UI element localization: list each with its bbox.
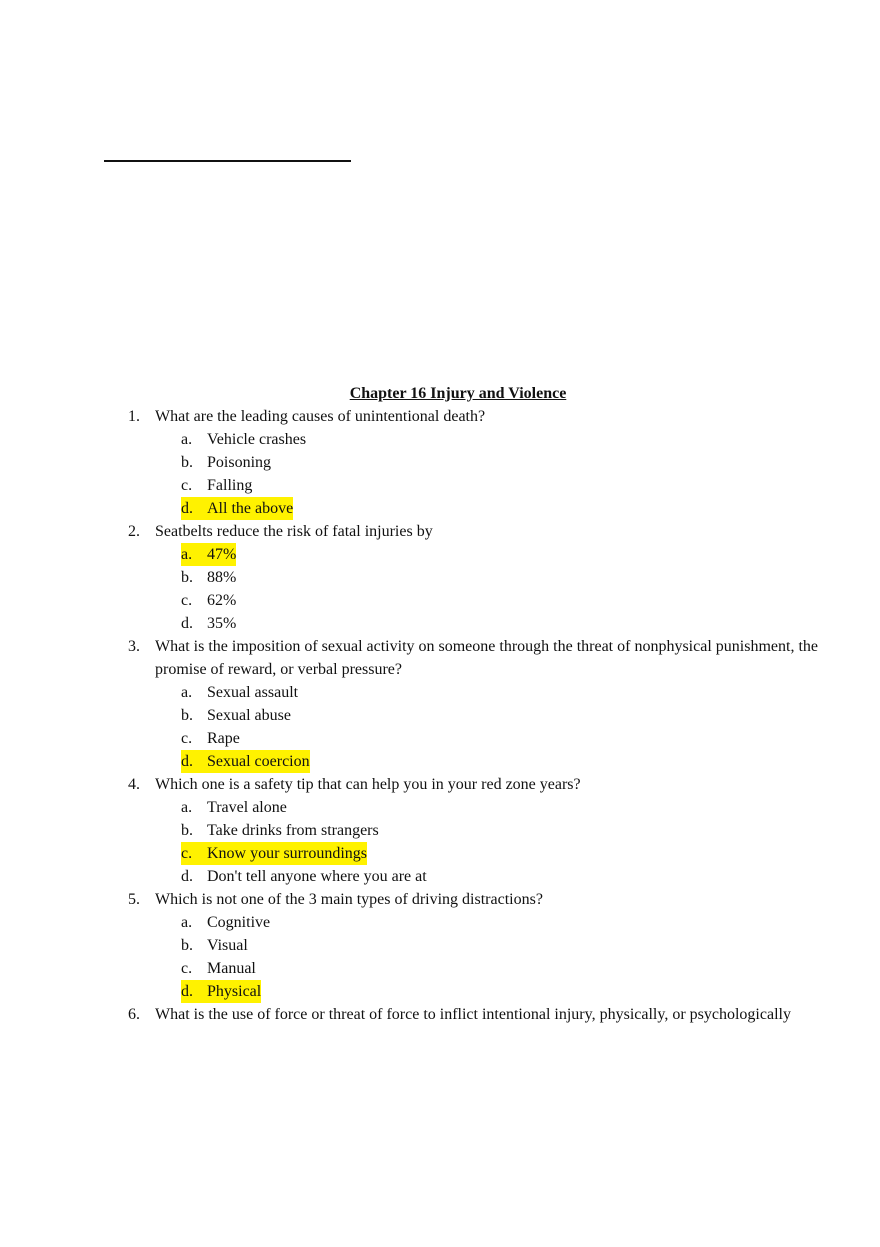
question-list	[128, 405, 868, 1026]
question-number: 2.	[128, 523, 140, 540]
option-letter: a.	[181, 914, 193, 931]
answer-option-content	[181, 704, 291, 727]
option-letter: a.	[181, 684, 193, 701]
option-text: Take drinks from strangers	[207, 822, 379, 839]
option-text: Sexual abuse	[207, 707, 291, 724]
answer-option-content	[181, 566, 236, 589]
option-text: Don't tell anyone where you are at	[207, 868, 427, 885]
question-item	[128, 773, 868, 796]
option-letter: a.	[181, 799, 193, 816]
page-title: Chapter 16 Injury and Violence	[349, 385, 567, 402]
answer-option	[128, 474, 868, 497]
question-item	[128, 405, 868, 428]
answer-option-content	[181, 865, 427, 888]
option-letter: b.	[181, 822, 193, 839]
answer-option	[128, 934, 868, 957]
option-text: 35%	[207, 615, 237, 632]
question-text: What are the leading causes of unintentional death?	[155, 408, 486, 425]
option-letter: c.	[181, 845, 193, 862]
highlighted-answer	[181, 842, 367, 865]
question-number: 3.	[128, 638, 140, 655]
answer-option	[128, 497, 868, 520]
answer-option-content	[181, 934, 248, 957]
option-letter: a.	[181, 431, 193, 448]
question-item	[128, 520, 868, 543]
answer-option	[128, 750, 868, 773]
option-text: Cognitive	[207, 914, 271, 931]
question-text: Which is not one of the 3 main types of driving distractions?	[155, 891, 543, 908]
option-text: Falling	[207, 477, 253, 494]
answer-option	[128, 842, 868, 865]
answer-option	[128, 727, 868, 750]
answer-option	[128, 980, 868, 1003]
answer-option-content	[181, 727, 240, 750]
highlighted-answer	[181, 980, 261, 1003]
option-text: Physical	[207, 983, 262, 1000]
option-letter: a.	[181, 546, 193, 563]
option-letter: b.	[181, 569, 193, 586]
answer-option-content	[181, 796, 287, 819]
question-text: What is the imposition of sexual activity on someone through the threat of nonphysical punishment, the promise of reward, or verbal pressure?	[155, 638, 818, 678]
answer-option-content	[181, 911, 270, 934]
answer-option-content	[181, 681, 298, 704]
answer-option-content	[181, 957, 256, 980]
question-text: Seatbelts reduce the risk of fatal injuries by	[155, 523, 433, 540]
answer-option	[128, 451, 868, 474]
option-text: Sexual assault	[207, 684, 299, 701]
option-text: All the above	[207, 500, 294, 517]
option-letter: d.	[181, 753, 193, 770]
option-text: Sexual coercion	[207, 753, 310, 770]
question-text: What is the use of force or threat of force to inflict intentional injury, physically, or psychologically	[155, 1006, 791, 1023]
option-text: Rape	[207, 730, 240, 747]
option-text: 88%	[207, 569, 237, 586]
option-letter: b.	[181, 454, 193, 471]
question-text: Which one is a safety tip that can help you in your red zone years?	[155, 776, 581, 793]
question-number: 4.	[128, 776, 140, 793]
question-item	[128, 1003, 868, 1026]
option-text: 47%	[207, 546, 237, 563]
option-letter: b.	[181, 707, 193, 724]
answer-option-content	[181, 589, 236, 612]
option-text: Poisoning	[207, 454, 272, 471]
option-letter: c.	[181, 592, 193, 609]
answer-option	[128, 543, 868, 566]
signature-line	[104, 160, 351, 162]
question-number: 5.	[128, 891, 140, 908]
highlighted-answer	[181, 750, 310, 773]
option-letter: d.	[181, 868, 193, 885]
option-letter: c.	[181, 730, 193, 747]
question-item	[128, 635, 868, 681]
question-number: 6.	[128, 1006, 140, 1023]
question-item	[128, 888, 868, 911]
answer-option	[128, 704, 868, 727]
answer-option-content	[181, 474, 252, 497]
answer-option	[128, 589, 868, 612]
option-text: Visual	[207, 937, 248, 954]
option-letter: b.	[181, 937, 193, 954]
answer-option	[128, 612, 868, 635]
option-text: Vehicle crashes	[207, 431, 307, 448]
answer-option	[128, 819, 868, 842]
question-number: 1.	[128, 408, 140, 425]
answer-option	[128, 865, 868, 888]
option-letter: d.	[181, 615, 193, 632]
highlighted-answer	[181, 543, 236, 566]
answer-option-content	[181, 451, 271, 474]
option-text: Travel alone	[207, 799, 287, 816]
option-letter: d.	[181, 500, 193, 517]
answer-option	[128, 681, 868, 704]
answer-option	[128, 957, 868, 980]
answer-option-content	[181, 612, 236, 635]
option-text: Manual	[207, 960, 256, 977]
answer-option	[128, 566, 868, 589]
answer-option	[128, 428, 868, 451]
highlighted-answer	[181, 497, 293, 520]
option-letter: c.	[181, 960, 193, 977]
option-letter: c.	[181, 477, 193, 494]
answer-option	[128, 796, 868, 819]
option-text: Know your surroundings	[207, 845, 367, 862]
option-text: 62%	[207, 592, 237, 609]
answer-option	[128, 911, 868, 934]
option-letter: d.	[181, 983, 193, 1000]
answer-option-content	[181, 428, 306, 451]
answer-option-content	[181, 819, 379, 842]
